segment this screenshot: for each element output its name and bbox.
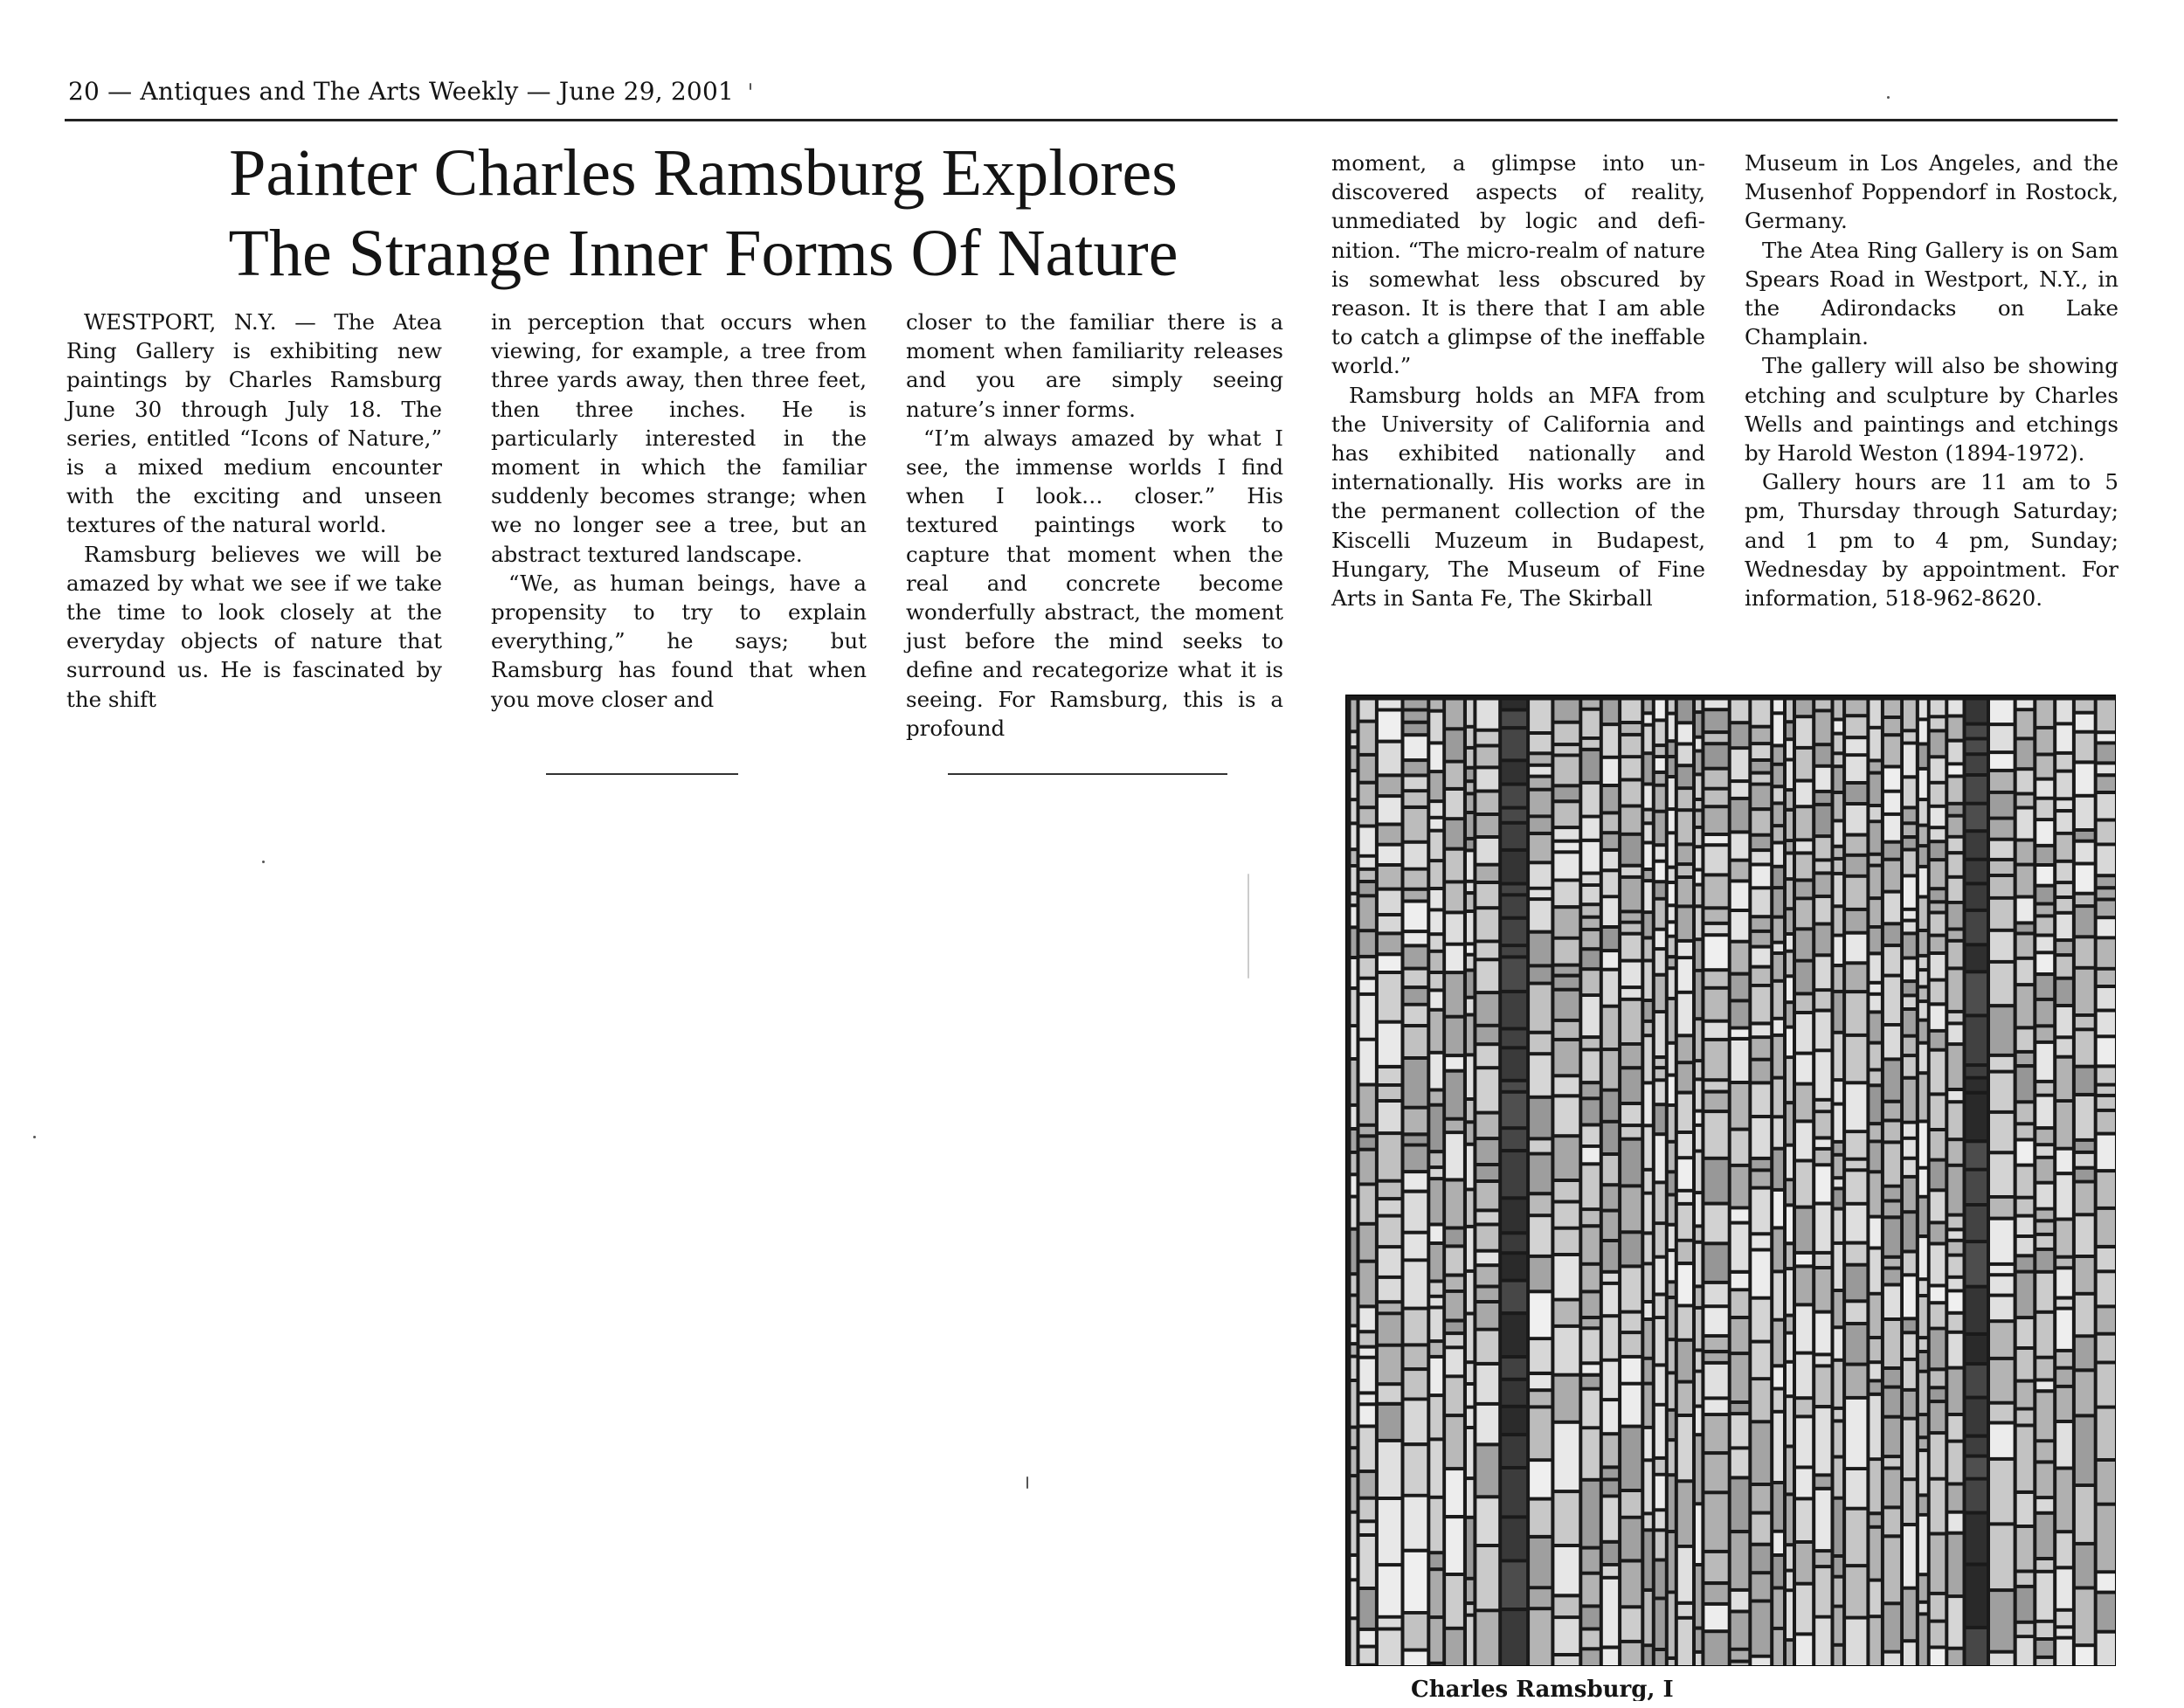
page-folio: 20 — Antiques and The Arts Weekly — June 29, 2001	[68, 77, 734, 106]
article-headline	[157, 133, 1249, 294]
speck	[1887, 96, 1890, 99]
paragraph: The gallery will also be showing etching and sculpture by Charles Wells and paintings and etchings by Harold Weston (1894-1972).	[1745, 353, 2118, 467]
speck	[33, 1136, 36, 1138]
column-end-rule	[948, 773, 1227, 775]
paragraph: closer to the familiar there is a moment when familiarity releases and you are simply seeing nature’s inner forms.	[906, 309, 1283, 422]
paragraph-dateline: WESTPORT, N.Y. — The Atea Ring Gallery is exhibiting new paintings by Charles Ramsburg June 30 through July 18. The series, entitled “Icons of Nature,” is a mixed medium encounter with the exciting and unseen textures of the natural world.	[66, 309, 442, 538]
column-end-rule	[546, 773, 738, 775]
photo-caption: Charles Ramsburg, I	[1411, 1677, 1674, 1701]
speck	[750, 83, 751, 90]
paragraph: “We, as human beings, have a propensity to try to explain everything,” he says; but Ramsburg has found that when you move closer and	[491, 570, 867, 712]
speck	[262, 861, 265, 863]
paragraph: in perception that occurs when viewing, for example, a tree from three yards away, then three feet, then three inches. He is particularly interested in the moment in which the familiar suddenly becomes strange; when we no longer see a tree, but an abstract textured landscape.	[491, 309, 867, 567]
headline-line-2: The Strange Inner Forms Of Nature	[228, 217, 1178, 290]
crackle-cells	[1351, 701, 2116, 1666]
text-column-3	[906, 308, 1283, 743]
paragraph: moment, a glimpse into undiscovered aspects of reality, unmediated by logic and definition. “The micro-realm of nature is somewhat less obscured by reason. It is there that I am able to catch a glimpse of the ineffable world.”	[1331, 150, 1705, 379]
text-column-5	[1745, 149, 2118, 612]
painting-photo	[1345, 695, 2116, 1666]
headline-line-1: Painter Charles Ramsburg Explores	[229, 136, 1178, 210]
paragraph: Gallery hours are 11 am to 5 pm, Thursday through Saturday; and 1 pm to 4 pm, Sunday; Wednesday by appointment. For information, 518-962-8620.	[1745, 469, 2118, 612]
text-column-2	[491, 308, 867, 714]
speck	[1026, 1476, 1028, 1489]
header-rule	[65, 119, 2118, 121]
paragraph: Ramsburg believes we will be amazed by what we see if we take the time to look closely at the everyday objects of nature that surround us. He is fascinated by the shift	[66, 541, 442, 712]
text-column-1	[66, 308, 442, 714]
paragraph: The Atea Ring Gallery is on Sam Spears Road in Westport, N.Y., in the Adirondacks on Lake Champlain.	[1745, 237, 2118, 350]
speck	[1248, 874, 1249, 978]
crackle-texture-image	[1346, 695, 2115, 1665]
paragraph: “I’m always amazed by what I see, the immense worlds I find when I look… closer.” His textured paintings work to capture that moment when the real and concrete become wonderfully abstract, the moment just before the mind seeks to define and recategorize what it is seeing. For Ramsburg, this is a profound	[906, 425, 1283, 741]
paragraph: Ramsburg holds an MFA from the University of California and has exhibited nationally and internationally. His works are in the permanent collection of the Kiscelli Muzeum in Budapest, Hungary, The Museum of Fine Arts in Santa Fe, The Skirball	[1331, 382, 1705, 612]
paragraph: Museum in Los Angeles, and the Musenhof Poppendorf in Rostock, Germany.	[1745, 150, 2118, 234]
text-column-4	[1331, 149, 1705, 612]
